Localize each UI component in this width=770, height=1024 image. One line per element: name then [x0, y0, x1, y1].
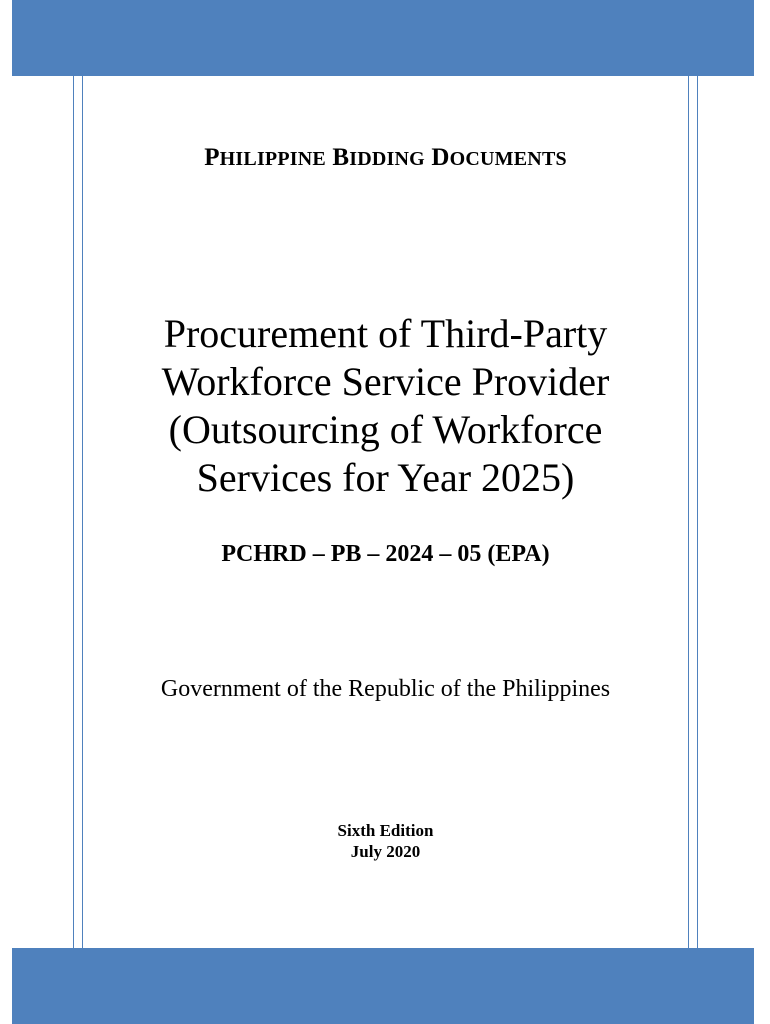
- left-border-inner-line: [82, 76, 83, 948]
- bottom-color-band: [12, 948, 754, 1024]
- series-word-1: PHILIPPINE: [204, 144, 326, 171]
- issuer-name: Government of the Republic of the Philippines: [160, 676, 611, 702]
- series-word-3: DOCUMENTS: [431, 144, 567, 171]
- edition-block: [83, 820, 688, 862]
- top-color-band: [12, 0, 754, 76]
- series-word-2: BIDDING: [332, 144, 425, 171]
- edition-label: Sixth Edition: [337, 821, 434, 840]
- left-border-outer-line: [73, 76, 74, 948]
- title-line-1: Procurement of Third-Party: [163, 311, 608, 356]
- edition-date: July 2020: [350, 842, 421, 861]
- right-border-inner-line: [688, 76, 689, 948]
- document-series-heading: [83, 144, 688, 172]
- title-line-3: (Outsourcing of Workforce: [168, 407, 603, 452]
- reference-number: PCHRD – PB – 2024 – 05 (EPA): [221, 541, 550, 567]
- title-line-2: Workforce Service Provider: [161, 359, 610, 404]
- right-border-outer-line: [697, 76, 698, 948]
- title-line-4: Services for Year 2025): [196, 455, 575, 500]
- project-title: [83, 310, 688, 502]
